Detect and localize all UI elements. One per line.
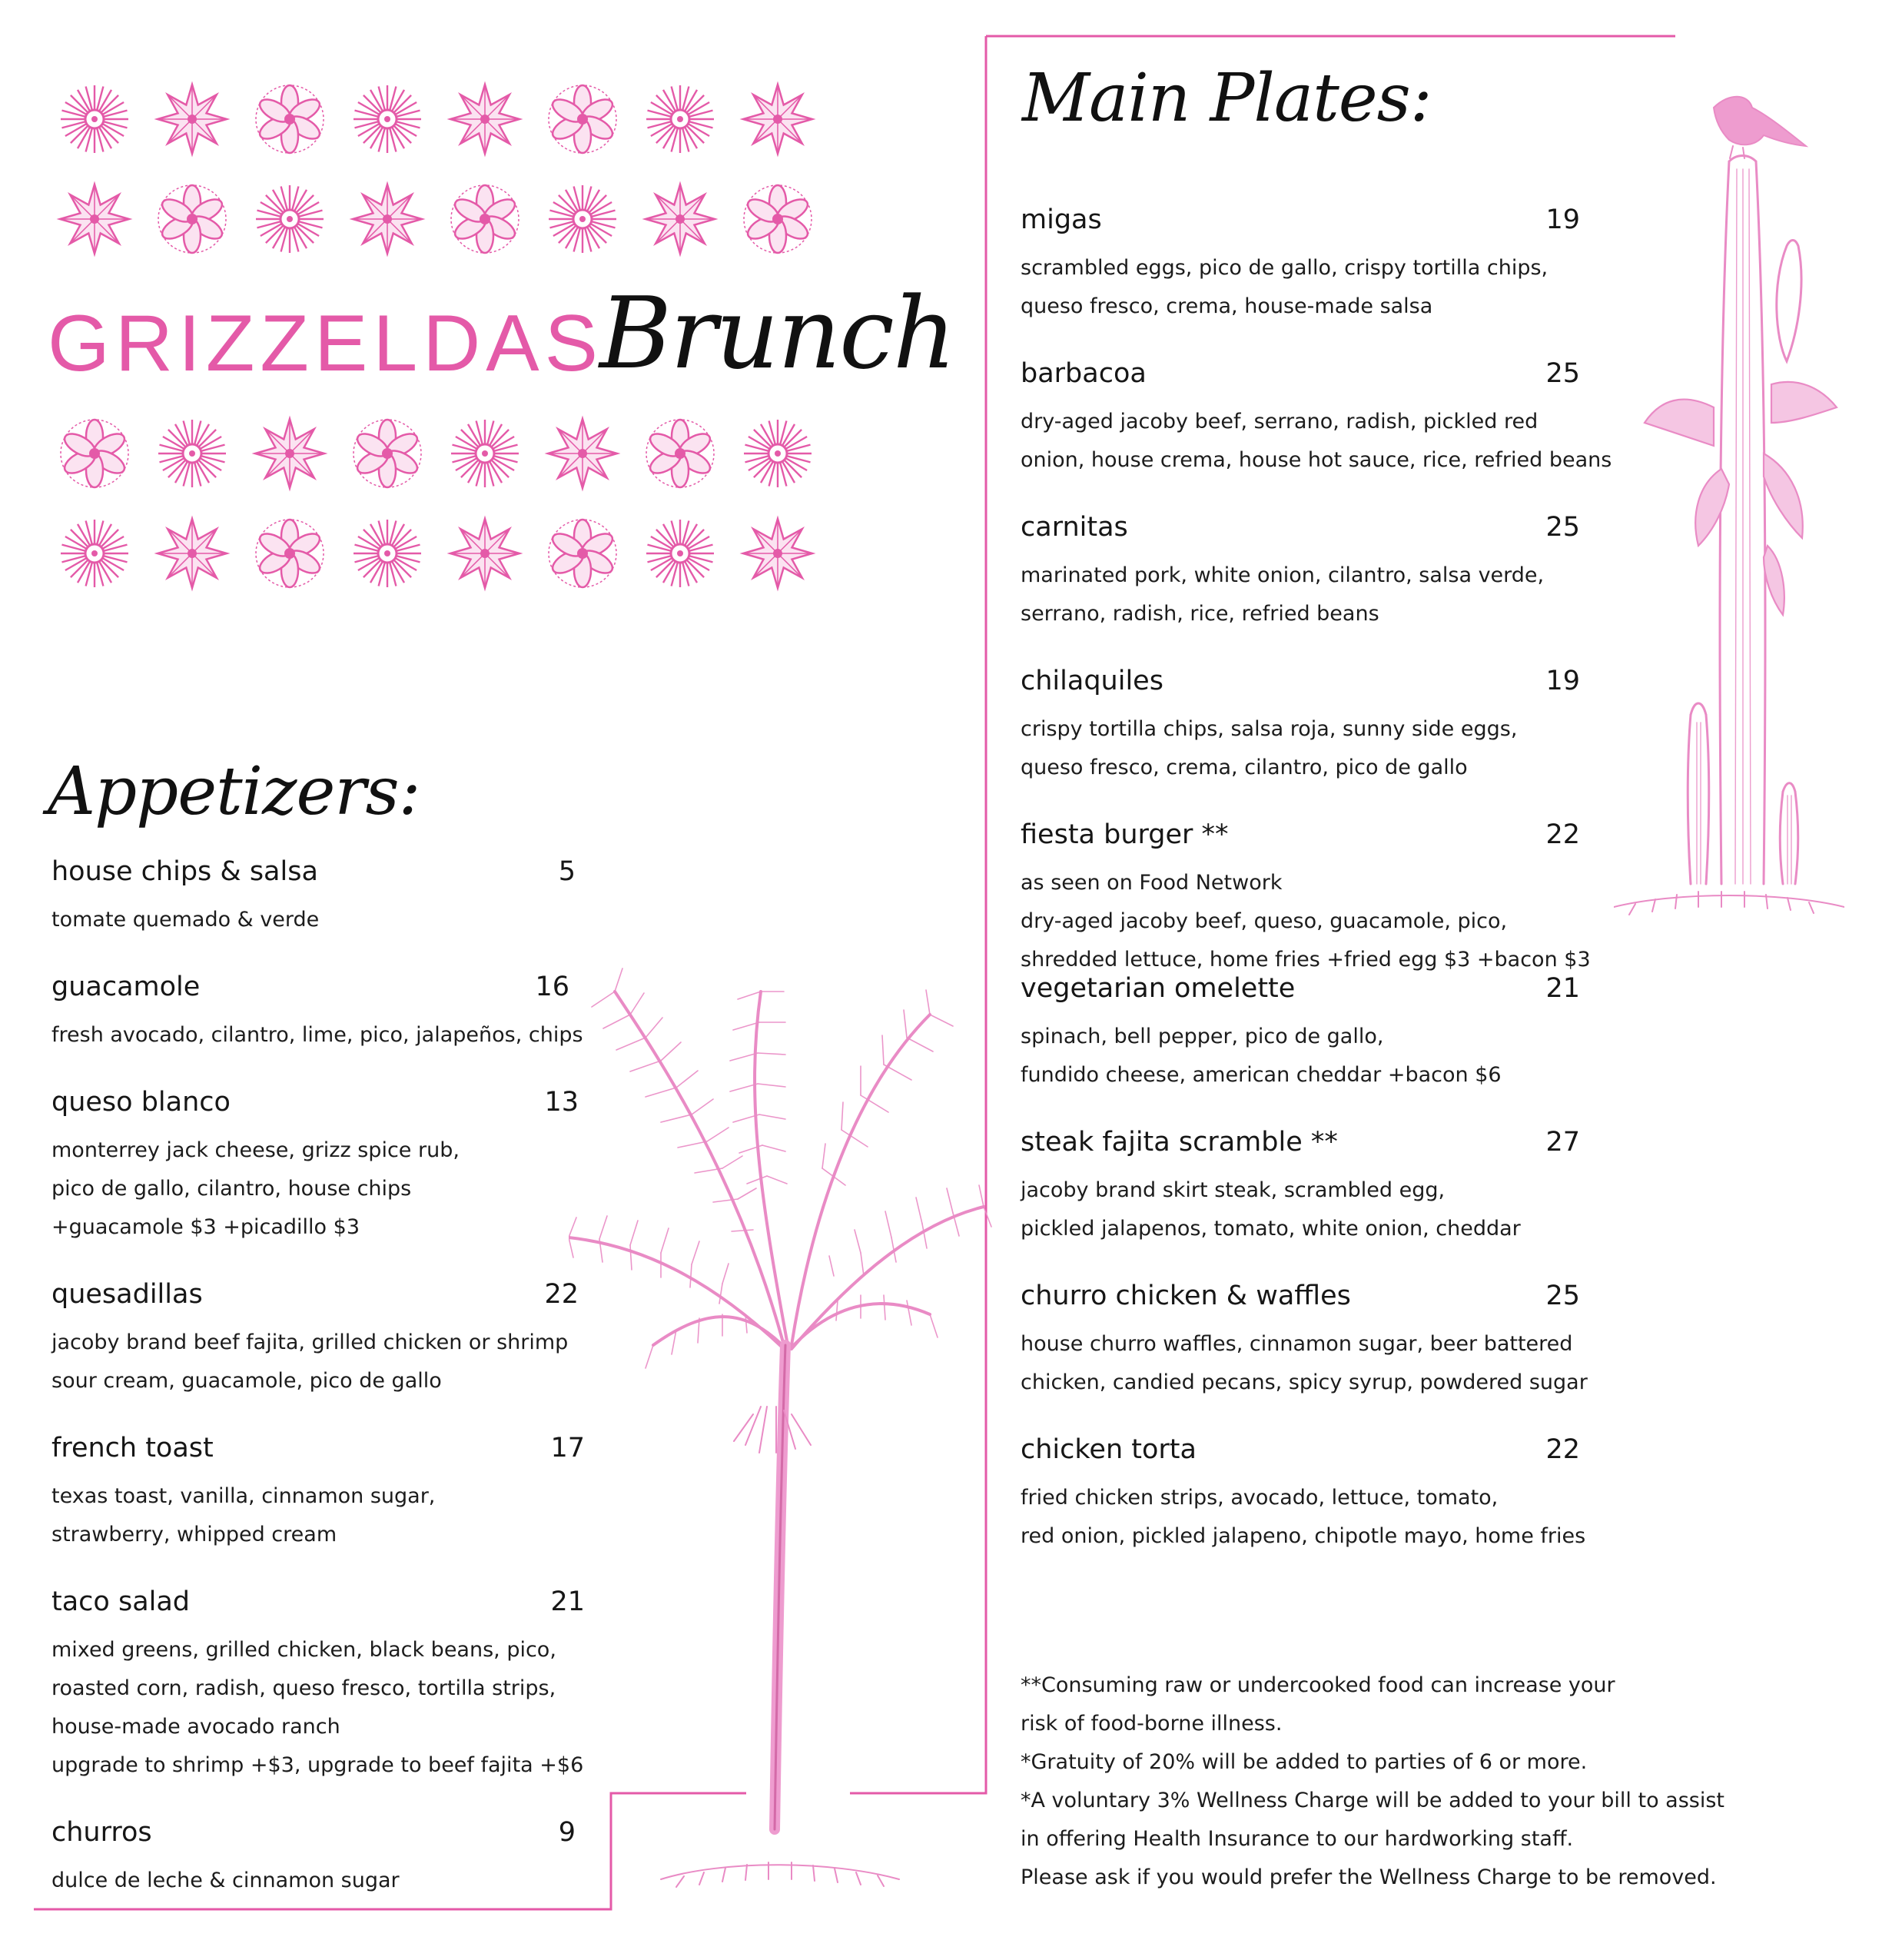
menu-item-price: 27 — [1545, 1127, 1580, 1158]
menu-item-price: 19 — [1545, 666, 1580, 696]
menu-item-name: churros — [51, 1817, 152, 1848]
footnote-line: *Gratuity of 20% will be added to parties of 6 or more. — [1021, 1750, 1588, 1774]
menu-item-description: scrambled eggs, pico de gallo, crispy tortilla chips, queso fresco, crema, house-made salsa — [1021, 256, 1548, 318]
menu-item-price: 22 — [1545, 819, 1580, 850]
menu-item-description: crispy tortilla chips, salsa roja, sunny side eggs, queso fresco, crema, cilantro, pico de gallo — [1021, 717, 1518, 779]
palm-tree-illustration — [569, 945, 999, 1899]
rosette-icon — [56, 415, 133, 492]
menu-item-price: 17 — [550, 1433, 585, 1463]
menu-item-description: as seen on Food Network dry-aged jacoby beef, queso, guacamole, pico, shredded lettuce, home fries +fried egg $3 +bacon $3 — [1021, 871, 1591, 972]
menu-item-name: barbacoa — [1021, 358, 1147, 389]
rosette-icon — [56, 181, 133, 257]
menu-item-price: 13 — [544, 1087, 579, 1118]
footnote-line: in offering Health Insurance to our hardworking staff. — [1021, 1827, 1574, 1851]
menu-item-name: house chips & salsa — [51, 856, 318, 887]
rosette-icon — [739, 81, 816, 158]
rosette-icon — [154, 181, 231, 257]
menu-item-name: fiesta burger ** — [1021, 819, 1229, 850]
menu-item-description: fried chicken strips, avocado, lettuce, tomato, red onion, pickled jalapeno, chipotle mayo, home fries — [1021, 1486, 1586, 1548]
footnote-line: Please ask if you would prefer the Wellness Charge to be removed. — [1021, 1865, 1717, 1889]
rosette-icon — [446, 81, 523, 158]
menu-item-price: 25 — [1545, 512, 1580, 543]
rosette-icon — [642, 515, 719, 592]
rosette-icon — [544, 415, 621, 492]
brand-name: GRIZZELDAS — [48, 299, 603, 388]
footnote-line: **Consuming raw or undercooked food can increase your — [1021, 1673, 1615, 1697]
rosette-icon — [154, 415, 231, 492]
menu-item-name: migas — [1021, 204, 1102, 235]
menu-item-price: 9 — [558, 1817, 576, 1848]
menu-item-price: 22 — [544, 1279, 579, 1310]
rosette-icon — [349, 515, 426, 592]
menu-item-description: fresh avocado, cilantro, lime, pico, jalapeños, chips — [51, 1023, 583, 1047]
rosette-icon — [544, 181, 621, 257]
rosette-icon — [446, 415, 523, 492]
rosette-icon — [349, 415, 426, 492]
rosette-icon — [251, 415, 328, 492]
cactus-illustration — [1614, 85, 1844, 938]
menu-item-description: jacoby brand beef fajita, grilled chicken or shrimp sour cream, guacamole, pico de gallo — [51, 1330, 569, 1393]
menu-item-price: 19 — [1545, 204, 1580, 235]
menu-item-name: chicken torta — [1021, 1434, 1197, 1465]
menu-item-price: 25 — [1545, 358, 1580, 389]
menu-item-price: 21 — [1545, 973, 1580, 1004]
rosette-icon — [154, 81, 231, 158]
menu-item-description: monterrey jack cheese, grizz spice rub, pico de gallo, cilantro, house chips +guacamole $3 +picadillo $3 — [51, 1138, 460, 1239]
rosette-icon — [251, 81, 328, 158]
menu-item-description: marinated pork, white onion, cilantro, salsa verde, serrano, radish, rice, refried beans — [1021, 563, 1545, 626]
footnote-line: risk of food-borne illness. — [1021, 1712, 1283, 1736]
rosette-icon — [739, 515, 816, 592]
rosette-icon — [251, 515, 328, 592]
menu-item-name: carnitas — [1021, 512, 1128, 543]
rosette-icon — [446, 515, 523, 592]
menu-item-name: taco salad — [51, 1586, 191, 1617]
rosette-icon — [251, 181, 328, 257]
menu-item-description: jacoby brand skirt steak, scrambled egg, pickled jalapenos, tomato, white onion, cheddar — [1021, 1178, 1521, 1241]
menu-item-name: guacamole — [51, 972, 201, 1002]
menu-item-description: house churro waffles, cinnamon sugar, beer battered chicken, candied pecans, spicy syrup, powdered sugar — [1021, 1332, 1588, 1394]
menu-item-price: 21 — [550, 1586, 585, 1617]
menu-item-description: tomate quemado & verde — [51, 908, 320, 932]
menu-item-name: chilaquiles — [1021, 666, 1163, 696]
footnote-line: *A voluntary 3% Wellness Charge will be added to your bill to assist — [1021, 1789, 1725, 1812]
menu-item-name: churro chicken & waffles — [1021, 1281, 1351, 1311]
rosette-icon — [349, 81, 426, 158]
menu-item-price: 16 — [535, 972, 569, 1002]
brand-subtitle: Brunch — [599, 277, 955, 391]
rosette-icon — [739, 415, 816, 492]
rosette-icon — [446, 181, 523, 257]
appetizers-title: Appetizers: — [48, 753, 420, 830]
main-plates-title: Main Plates: — [1022, 60, 1432, 137]
rosette-icon — [56, 515, 133, 592]
menu-item-name: french toast — [51, 1433, 214, 1463]
menu-item-description: spinach, bell pepper, pico de gallo, fundido cheese, american cheddar +bacon $6 — [1021, 1025, 1502, 1087]
menu-item-name: steak fajita scramble ** — [1021, 1127, 1338, 1158]
menu-item-description: dulce de leche & cinnamon sugar — [51, 1869, 400, 1892]
menu-item-description: dry-aged jacoby beef, serrano, radish, pickled red onion, house crema, house hot sauce, rice, refried beans — [1021, 410, 1612, 472]
rosette-icon — [642, 415, 719, 492]
rosette-icon — [154, 515, 231, 592]
menu-item-description: mixed greens, grilled chicken, black beans, pico, roasted corn, radish, queso fresco, tortilla strips, house-made avocado ranch upgrade to shrimp +$3, upgrade to beef fajita +$6 — [51, 1638, 584, 1777]
menu-item-name: vegetarian omelette — [1021, 973, 1296, 1004]
menu-item-name: quesadillas — [51, 1279, 203, 1310]
rosette-icon — [642, 81, 719, 158]
rosette-icon — [739, 181, 816, 257]
menu-item-name: queso blanco — [51, 1087, 231, 1118]
rosette-icon — [56, 81, 133, 158]
menu-item-price: 25 — [1545, 1281, 1580, 1311]
rosette-icon — [544, 81, 621, 158]
rosette-icon — [642, 181, 719, 257]
menu-item-price: 22 — [1545, 1434, 1580, 1465]
menu-item-description: texas toast, vanilla, cinnamon sugar, strawberry, whipped cream — [51, 1484, 436, 1546]
rosette-icon — [349, 181, 426, 257]
menu-item-price: 5 — [558, 856, 576, 887]
bird-icon — [1714, 97, 1806, 146]
footnotes — [1021, 1666, 1724, 1897]
rosette-icon — [544, 515, 621, 592]
